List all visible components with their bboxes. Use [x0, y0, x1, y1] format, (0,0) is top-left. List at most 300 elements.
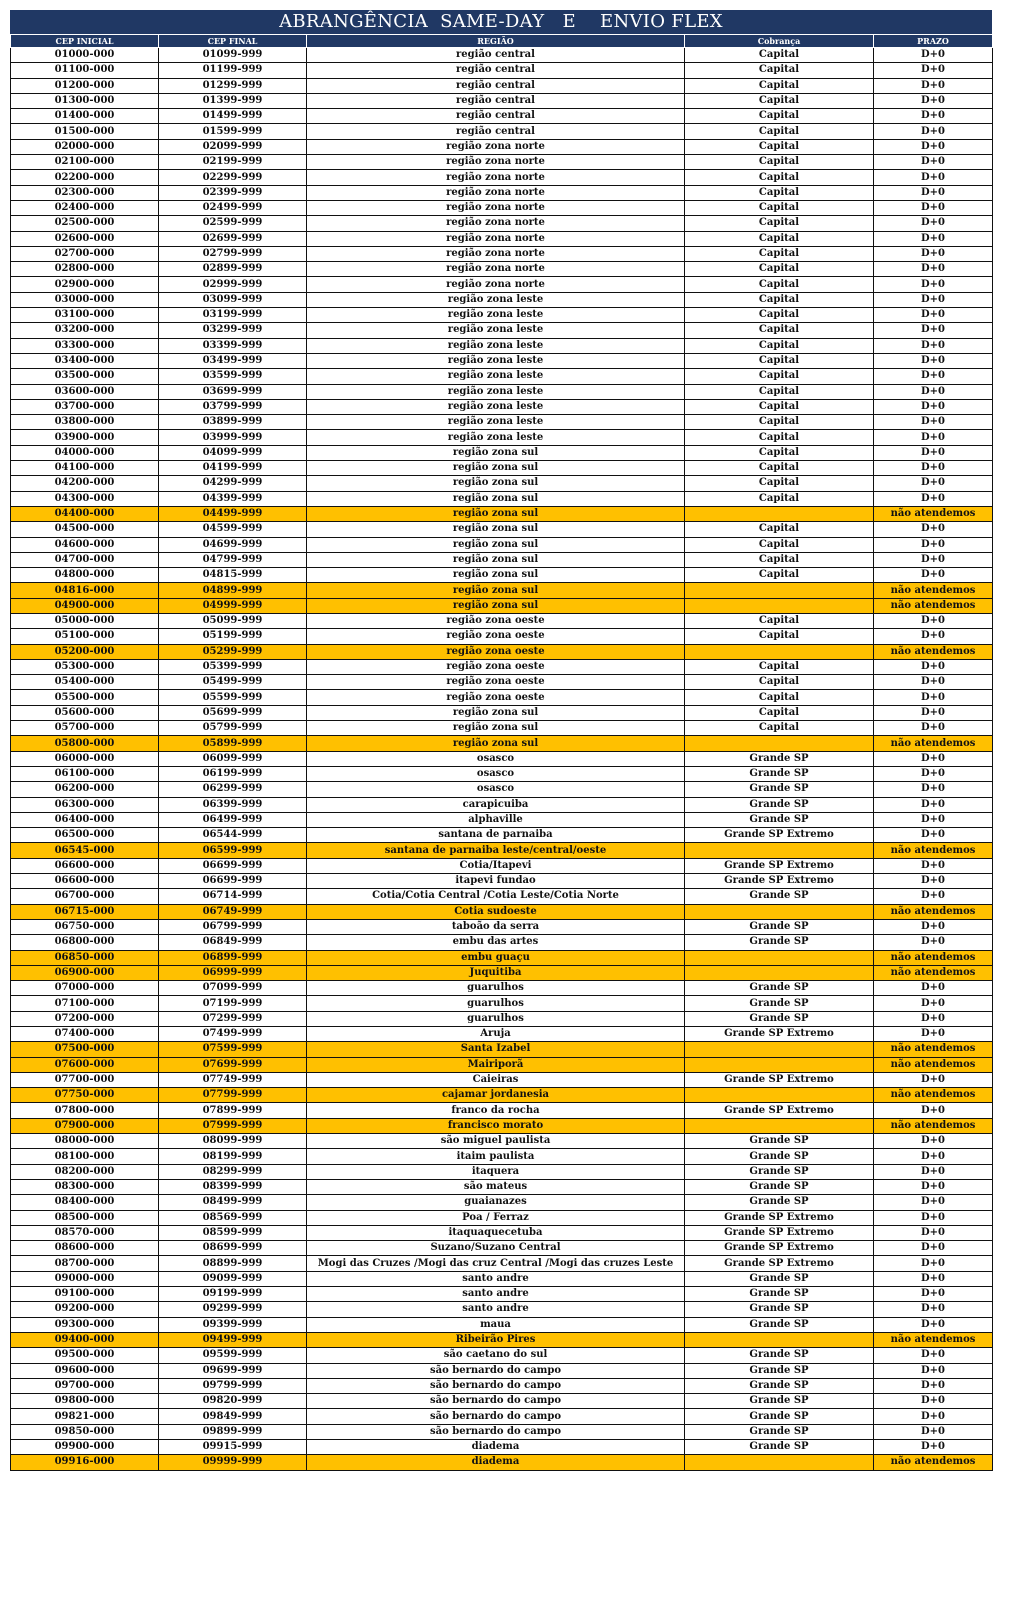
table-row — [11, 1011, 993, 1026]
cep-inicial-cell: 05200-000 — [11, 644, 159, 659]
cep-inicial-cell: 03500-000 — [11, 369, 159, 384]
cep-final-cell: 05399-999 — [159, 659, 307, 674]
prazo-cell: D+0 — [874, 1072, 993, 1087]
cep-final-cell: 05899-999 — [159, 736, 307, 751]
cep-final-cell: 03399-999 — [159, 338, 307, 353]
regiao-cell: diadema — [307, 1455, 685, 1470]
cep-final-cell: 08569-999 — [159, 1210, 307, 1225]
cep-inicial-cell: 09850-000 — [11, 1424, 159, 1439]
regiao-cell: região zona sul — [307, 721, 685, 736]
table-row — [11, 889, 993, 904]
table-row — [11, 583, 993, 598]
cep-final-cell: 07749-999 — [159, 1072, 307, 1087]
regiao-cell: região zona norte — [307, 185, 685, 200]
regiao-cell: região central — [307, 78, 685, 93]
table-row — [11, 965, 993, 980]
cep-inicial-cell: 03000-000 — [11, 292, 159, 307]
cobranca-cell: Grande SP — [685, 1378, 874, 1393]
cobranca-cell: Grande SP Extremo — [685, 1103, 874, 1118]
cobranca-cell — [685, 1042, 874, 1057]
regiao-cell: região zona leste — [307, 430, 685, 445]
prazo-cell: não atendemos — [874, 1088, 993, 1103]
cobranca-cell: Grande SP — [685, 1271, 874, 1286]
regiao-cell: itaquaquecetuba — [307, 1225, 685, 1240]
regiao-cell: são bernardo do campo — [307, 1378, 685, 1393]
cep-inicial-cell: 02600-000 — [11, 231, 159, 246]
regiao-cell: região central — [307, 48, 685, 63]
cobranca-cell: Capital — [685, 629, 874, 644]
cobranca-cell: Capital — [685, 675, 874, 690]
cep-inicial-cell: 06500-000 — [11, 828, 159, 843]
cobranca-cell: Capital — [685, 231, 874, 246]
cobranca-cell: Grande SP — [685, 1134, 874, 1149]
prazo-cell: D+0 — [874, 858, 993, 873]
cobranca-cell: Capital — [685, 522, 874, 537]
table-row — [11, 828, 993, 843]
prazo-cell: não atendemos — [874, 1332, 993, 1347]
cep-final-cell: 03899-999 — [159, 415, 307, 430]
table-row — [11, 552, 993, 567]
cep-final-cell: 02099-999 — [159, 139, 307, 154]
cep-inicial-cell: 02400-000 — [11, 200, 159, 215]
table-row — [11, 353, 993, 368]
prazo-cell: D+0 — [874, 63, 993, 78]
prazo-cell: D+0 — [874, 246, 993, 261]
cobranca-cell — [685, 506, 874, 521]
prazo-cell: D+0 — [874, 705, 993, 720]
cobranca-cell: Capital — [685, 552, 874, 567]
regiao-cell: são miguel paulista — [307, 1134, 685, 1149]
prazo-cell: D+0 — [874, 124, 993, 139]
cobranca-cell: Capital — [685, 461, 874, 476]
cep-final-cell: 06399-999 — [159, 797, 307, 812]
prazo-cell: não atendemos — [874, 843, 993, 858]
cep-inicial-cell: 08500-000 — [11, 1210, 159, 1225]
table-row — [11, 782, 993, 797]
prazo-cell: D+0 — [874, 1424, 993, 1439]
prazo-cell: D+0 — [874, 353, 993, 368]
regiao-cell: são bernardo do campo — [307, 1363, 685, 1378]
cobranca-cell: Capital — [685, 155, 874, 170]
regiao-cell: região zona sul — [307, 445, 685, 460]
table-row — [11, 522, 993, 537]
regiao-cell: região zona sul — [307, 461, 685, 476]
prazo-cell: D+0 — [874, 889, 993, 904]
regiao-cell: Santa Izabel — [307, 1042, 685, 1057]
cep-final-cell: 01099-999 — [159, 48, 307, 63]
prazo-cell: D+0 — [874, 1317, 993, 1332]
cobranca-cell: Capital — [685, 109, 874, 124]
cep-inicial-cell: 06715-000 — [11, 904, 159, 919]
prazo-cell: D+0 — [874, 690, 993, 705]
cep-inicial-cell: 08400-000 — [11, 1195, 159, 1210]
cep-inicial-cell: 02700-000 — [11, 246, 159, 261]
cep-final-cell: 02699-999 — [159, 231, 307, 246]
cep-inicial-cell: 08700-000 — [11, 1256, 159, 1271]
regiao-cell: Poa / Ferraz — [307, 1210, 685, 1225]
cep-final-cell: 06699-999 — [159, 858, 307, 873]
cep-inicial-cell: 02500-000 — [11, 216, 159, 231]
cep-inicial-cell: 04500-000 — [11, 522, 159, 537]
table-row — [11, 1455, 993, 1470]
cobranca-cell — [685, 1057, 874, 1072]
cep-final-cell: 04899-999 — [159, 583, 307, 598]
cep-inicial-cell: 04900-000 — [11, 598, 159, 613]
cep-inicial-cell: 04400-000 — [11, 506, 159, 521]
cobranca-cell: Grande SP — [685, 1348, 874, 1363]
cep-inicial-cell: 07800-000 — [11, 1103, 159, 1118]
cep-inicial-cell: 09800-000 — [11, 1394, 159, 1409]
cep-inicial-cell: 06600-000 — [11, 874, 159, 889]
table-row — [11, 675, 993, 690]
cep-inicial-cell: 03600-000 — [11, 384, 159, 399]
cep-final-cell: 04799-999 — [159, 552, 307, 567]
prazo-cell: D+0 — [874, 1394, 993, 1409]
table-row — [11, 690, 993, 705]
cep-final-cell: 06849-999 — [159, 935, 307, 950]
regiao-cell: região zona sul — [307, 537, 685, 552]
cep-final-cell: 09999-999 — [159, 1455, 307, 1470]
table-row — [11, 185, 993, 200]
table-row — [11, 874, 993, 889]
cep-inicial-cell: 06100-000 — [11, 766, 159, 781]
table-row — [11, 1394, 993, 1409]
cobranca-cell: Grande SP — [685, 1195, 874, 1210]
table-row — [11, 537, 993, 552]
table-row — [11, 292, 993, 307]
table-row — [11, 950, 993, 965]
prazo-cell: D+0 — [874, 78, 993, 93]
cep-final-cell: 08299-999 — [159, 1164, 307, 1179]
cep-final-cell: 01399-999 — [159, 93, 307, 108]
regiao-cell: região central — [307, 124, 685, 139]
regiao-cell: Ribeirão Pires — [307, 1332, 685, 1347]
cobranca-cell: Capital — [685, 216, 874, 231]
table-row — [11, 1210, 993, 1225]
cep-inicial-cell: 07500-000 — [11, 1042, 159, 1057]
table-row — [11, 705, 993, 720]
cobranca-cell: Capital — [685, 690, 874, 705]
prazo-cell: D+0 — [874, 323, 993, 338]
cep-final-cell: 01599-999 — [159, 124, 307, 139]
cep-final-cell: 04599-999 — [159, 522, 307, 537]
prazo-cell: D+0 — [874, 1149, 993, 1164]
cep-inicial-cell: 01500-000 — [11, 124, 159, 139]
regiao-cell: santo andre — [307, 1271, 685, 1286]
cobranca-cell: Capital — [685, 170, 874, 185]
regiao-cell: região zona leste — [307, 308, 685, 323]
cep-final-cell: 06499-999 — [159, 812, 307, 827]
cobranca-cell: Capital — [685, 185, 874, 200]
cep-final-cell: 05299-999 — [159, 644, 307, 659]
cep-final-cell: 02599-999 — [159, 216, 307, 231]
regiao-cell: são bernardo do campo — [307, 1409, 685, 1424]
table-row — [11, 93, 993, 108]
prazo-cell: D+0 — [874, 659, 993, 674]
table-row — [11, 231, 993, 246]
cobranca-cell: Capital — [685, 613, 874, 628]
prazo-cell: D+0 — [874, 1103, 993, 1118]
cep-final-cell: 03999-999 — [159, 430, 307, 445]
cobranca-cell: Grande SP — [685, 782, 874, 797]
cep-inicial-cell: 06600-000 — [11, 858, 159, 873]
cep-inicial-cell: 07200-000 — [11, 1011, 159, 1026]
cep-final-cell: 07499-999 — [159, 1027, 307, 1042]
cep-inicial-cell: 04600-000 — [11, 537, 159, 552]
regiao-cell: região zona leste — [307, 384, 685, 399]
regiao-cell: região zona leste — [307, 399, 685, 414]
cep-final-cell: 06199-999 — [159, 766, 307, 781]
cep-inicial-cell: 05700-000 — [11, 721, 159, 736]
regiao-cell: santana de parnaiba — [307, 828, 685, 843]
cep-inicial-cell: 09900-000 — [11, 1440, 159, 1455]
regiao-cell: região zona leste — [307, 353, 685, 368]
table-row — [11, 63, 993, 78]
prazo-cell: D+0 — [874, 1287, 993, 1302]
cep-final-cell: 02199-999 — [159, 155, 307, 170]
table-row — [11, 170, 993, 185]
cep-final-cell: 09820-999 — [159, 1394, 307, 1409]
regiao-cell: região zona norte — [307, 231, 685, 246]
cep-final-cell: 09599-999 — [159, 1348, 307, 1363]
regiao-cell: alphaville — [307, 812, 685, 827]
cep-inicial-cell: 06300-000 — [11, 797, 159, 812]
cobranca-cell: Grande SP — [685, 1149, 874, 1164]
cep-final-cell: 09399-999 — [159, 1317, 307, 1332]
col-header-cep-final: CEP FINAL — [159, 35, 307, 48]
table-row — [11, 1149, 993, 1164]
table-row — [11, 919, 993, 934]
prazo-cell: D+0 — [874, 552, 993, 567]
cep-final-cell: 03699-999 — [159, 384, 307, 399]
prazo-cell: D+0 — [874, 170, 993, 185]
cep-final-cell: 03599-999 — [159, 369, 307, 384]
cep-inicial-cell: 02300-000 — [11, 185, 159, 200]
regiao-cell: itaim paulista — [307, 1149, 685, 1164]
table-row — [11, 1072, 993, 1087]
prazo-cell: D+0 — [874, 139, 993, 154]
col-header-cobranca: Cobrança — [685, 35, 874, 48]
prazo-cell: D+0 — [874, 675, 993, 690]
cobranca-cell: Grande SP — [685, 812, 874, 827]
cobranca-cell: Grande SP — [685, 981, 874, 996]
prazo-cell: não atendemos — [874, 1455, 993, 1470]
cep-final-cell: 08699-999 — [159, 1241, 307, 1256]
cep-inicial-cell: 03700-000 — [11, 399, 159, 414]
cep-final-cell: 07099-999 — [159, 981, 307, 996]
prazo-cell: D+0 — [874, 231, 993, 246]
prazo-cell: D+0 — [874, 1210, 993, 1225]
cobranca-cell: Capital — [685, 124, 874, 139]
regiao-cell: santo andre — [307, 1287, 685, 1302]
cep-inicial-cell: 03400-000 — [11, 353, 159, 368]
cep-final-cell: 09199-999 — [159, 1287, 307, 1302]
cep-inicial-cell: 06800-000 — [11, 935, 159, 950]
regiao-cell: guarulhos — [307, 1011, 685, 1026]
cep-inicial-cell: 09700-000 — [11, 1378, 159, 1393]
prazo-cell: não atendemos — [874, 506, 993, 521]
regiao-cell: região zona oeste — [307, 629, 685, 644]
cobranca-cell: Capital — [685, 48, 874, 63]
regiao-cell: região zona norte — [307, 139, 685, 154]
cep-final-cell: 05799-999 — [159, 721, 307, 736]
cep-inicial-cell: 09400-000 — [11, 1332, 159, 1347]
table-row — [11, 1378, 993, 1393]
cobranca-cell: Capital — [685, 93, 874, 108]
prazo-cell: D+0 — [874, 1256, 993, 1271]
cobranca-cell: Grande SP — [685, 935, 874, 950]
cobranca-cell: Capital — [685, 659, 874, 674]
cep-final-cell: 02799-999 — [159, 246, 307, 261]
cep-final-cell: 02999-999 — [159, 277, 307, 292]
cep-final-cell: 07599-999 — [159, 1042, 307, 1057]
table-row — [11, 1287, 993, 1302]
col-header-regiao: REGIÃO — [307, 35, 685, 48]
cobranca-cell: Capital — [685, 430, 874, 445]
table-row — [11, 1302, 993, 1317]
table-body — [11, 48, 993, 1471]
cep-final-cell: 04299-999 — [159, 476, 307, 491]
cep-inicial-cell: 03900-000 — [11, 430, 159, 445]
cep-final-cell: 08099-999 — [159, 1134, 307, 1149]
table-row — [11, 613, 993, 628]
cep-inicial-cell: 04800-000 — [11, 568, 159, 583]
cep-final-cell: 08499-999 — [159, 1195, 307, 1210]
prazo-cell: D+0 — [874, 262, 993, 277]
cep-inicial-cell: 09300-000 — [11, 1317, 159, 1332]
prazo-cell: D+0 — [874, 537, 993, 552]
cep-final-cell: 01499-999 — [159, 109, 307, 124]
cep-final-cell: 09915-999 — [159, 1440, 307, 1455]
cobranca-cell: Grande SP — [685, 1363, 874, 1378]
table-row — [11, 476, 993, 491]
cobranca-cell: Grande SP — [685, 1394, 874, 1409]
table-row — [11, 262, 993, 277]
table-row — [11, 461, 993, 476]
cep-final-cell: 04099-999 — [159, 445, 307, 460]
cep-final-cell: 05199-999 — [159, 629, 307, 644]
regiao-cell: guarulhos — [307, 996, 685, 1011]
table-row — [11, 1118, 993, 1133]
cep-final-cell: 04999-999 — [159, 598, 307, 613]
regiao-cell: Mairiporã — [307, 1057, 685, 1072]
cep-final-cell: 06299-999 — [159, 782, 307, 797]
cep-inicial-cell: 05800-000 — [11, 736, 159, 751]
table-row — [11, 246, 993, 261]
regiao-cell: região zona norte — [307, 262, 685, 277]
cep-inicial-cell: 08100-000 — [11, 1149, 159, 1164]
table-row — [11, 415, 993, 430]
prazo-cell: D+0 — [874, 476, 993, 491]
regiao-cell: franco da rocha — [307, 1103, 685, 1118]
cep-inicial-cell: 01100-000 — [11, 63, 159, 78]
cep-inicial-cell: 09100-000 — [11, 1287, 159, 1302]
cobranca-cell — [685, 1455, 874, 1470]
regiao-cell: embu das artes — [307, 935, 685, 950]
regiao-cell: região zona sul — [307, 736, 685, 751]
prazo-cell: D+0 — [874, 1363, 993, 1378]
prazo-cell: D+0 — [874, 1378, 993, 1393]
prazo-cell: D+0 — [874, 721, 993, 736]
prazo-cell: D+0 — [874, 292, 993, 307]
cep-inicial-cell: 01400-000 — [11, 109, 159, 124]
prazo-cell: D+0 — [874, 751, 993, 766]
regiao-cell: Mogi das Cruzes /Mogi das cruz Central /Mogi das cruzes Leste — [307, 1256, 685, 1271]
cobranca-cell: Grande SP — [685, 919, 874, 934]
cep-final-cell: 01199-999 — [159, 63, 307, 78]
regiao-cell: região zona oeste — [307, 675, 685, 690]
prazo-cell: D+0 — [874, 782, 993, 797]
cobranca-cell — [685, 736, 874, 751]
table-row — [11, 1134, 993, 1149]
table-row — [11, 384, 993, 399]
prazo-cell: D+0 — [874, 981, 993, 996]
regiao-cell: região zona leste — [307, 323, 685, 338]
table-row — [11, 1348, 993, 1363]
regiao-cell: itapevi fundao — [307, 874, 685, 889]
cobranca-cell: Capital — [685, 246, 874, 261]
regiao-cell: francisco morato — [307, 1118, 685, 1133]
cobranca-cell — [685, 965, 874, 980]
table-row — [11, 1088, 993, 1103]
cobranca-cell: Grande SP Extremo — [685, 1027, 874, 1042]
cep-inicial-cell: 06545-000 — [11, 843, 159, 858]
cep-final-cell: 06714-999 — [159, 889, 307, 904]
regiao-cell: região zona oeste — [307, 644, 685, 659]
regiao-cell: são caetano do sul — [307, 1348, 685, 1363]
prazo-cell: não atendemos — [874, 965, 993, 980]
prazo-cell: não atendemos — [874, 1042, 993, 1057]
cep-inicial-cell: 02800-000 — [11, 262, 159, 277]
cobranca-cell: Grande SP Extremo — [685, 1241, 874, 1256]
cep-final-cell: 05599-999 — [159, 690, 307, 705]
table-row — [11, 78, 993, 93]
table-row — [11, 736, 993, 751]
regiao-cell: região zona sul — [307, 522, 685, 537]
table-row — [11, 109, 993, 124]
regiao-cell: região central — [307, 93, 685, 108]
cobranca-cell: Capital — [685, 292, 874, 307]
prazo-cell: D+0 — [874, 338, 993, 353]
table-row — [11, 506, 993, 521]
coverage-table — [10, 34, 993, 1471]
regiao-cell: região zona sul — [307, 583, 685, 598]
regiao-cell: Cotia/Cotia Central /Cotia Leste/Cotia Norte — [307, 889, 685, 904]
cep-inicial-cell: 04100-000 — [11, 461, 159, 476]
table-row — [11, 445, 993, 460]
table-row — [11, 216, 993, 231]
cep-final-cell: 04499-999 — [159, 506, 307, 521]
prazo-cell: D+0 — [874, 1225, 993, 1240]
regiao-cell: Juquitiba — [307, 965, 685, 980]
cobranca-cell — [685, 583, 874, 598]
prazo-cell: D+0 — [874, 1011, 993, 1026]
cep-inicial-cell: 08200-000 — [11, 1164, 159, 1179]
regiao-cell: região zona norte — [307, 155, 685, 170]
cep-final-cell: 05099-999 — [159, 613, 307, 628]
cep-inicial-cell: 05400-000 — [11, 675, 159, 690]
regiao-cell: taboão da serra — [307, 919, 685, 934]
regiao-cell: santana de parnaiba leste/central/oeste — [307, 843, 685, 858]
cobranca-cell: Capital — [685, 139, 874, 154]
col-header-prazo: PRAZO — [874, 35, 993, 48]
cobranca-cell — [685, 950, 874, 965]
cep-inicial-cell: 03100-000 — [11, 308, 159, 323]
prazo-cell: D+0 — [874, 1440, 993, 1455]
cep-final-cell: 06699-999 — [159, 874, 307, 889]
prazo-cell: D+0 — [874, 935, 993, 950]
cep-inicial-cell: 09200-000 — [11, 1302, 159, 1317]
